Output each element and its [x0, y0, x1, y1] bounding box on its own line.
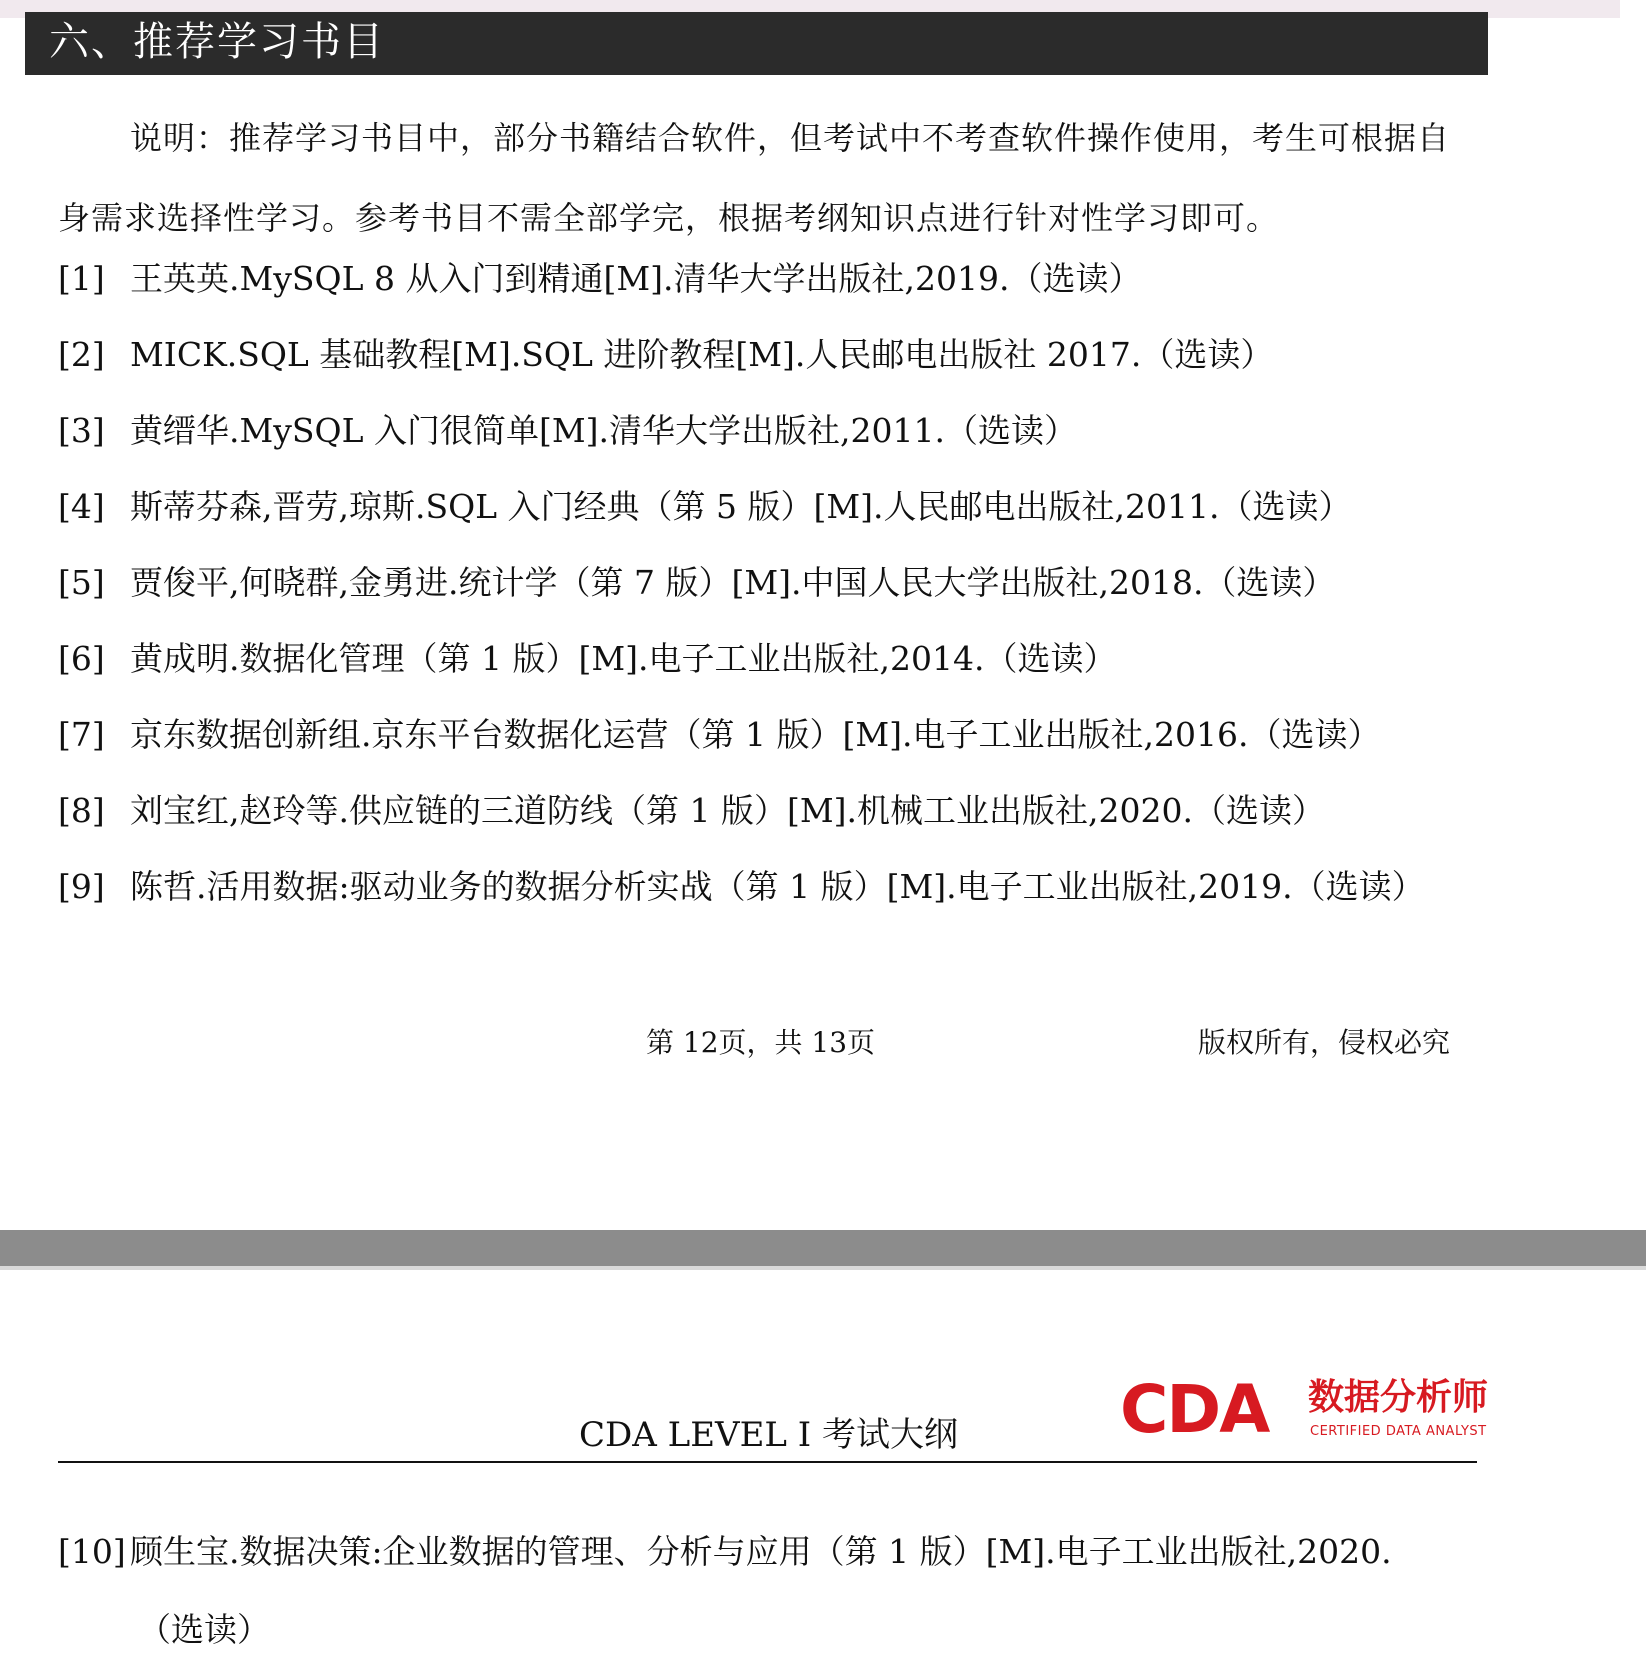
right-gutter — [1620, 0, 1646, 1230]
reference-text: 黄成明.数据化管理（第 1 版）[M].电子工业出版社,2014.（选读） — [130, 639, 1117, 678]
logo-mark: CDA — [1120, 1371, 1269, 1448]
reference-number: [7] — [58, 715, 105, 754]
reference-text: 黄缙华.MySQL 入门很简单[M].清华大学出版社,2011.（选读） — [130, 411, 1077, 450]
reference-text: 顾生宝.数据决策:企业数据的管理、分析与应用（第 1 版）[M].电子工业出版社,2020. — [130, 1532, 1392, 1571]
reference-text: 王英英.MySQL 8 从入门到精通[M].清华大学出版社,2019.（选读） — [130, 259, 1142, 298]
page-separator — [0, 1230, 1646, 1266]
reference-text: 京东数据创新组.京东平台数据化运营（第 1 版）[M].电子工业出版社,2016.（选读） — [130, 715, 1381, 754]
header-rule — [58, 1461, 1477, 1463]
reference-number: [2] — [58, 335, 105, 374]
reference-text: 斯蒂芬森,晋劳,琼斯.SQL 入门经典（第 5 版）[M].人民邮电出版社,2011.（选读） — [130, 487, 1352, 526]
reference-number: [1] — [58, 259, 105, 298]
page-separator-shadow — [0, 1266, 1646, 1270]
reference-number: [3] — [58, 411, 105, 450]
section-header — [25, 12, 1488, 75]
section-title: 六、推荐学习书目 — [49, 19, 385, 65]
reference-text: MICK.SQL 基础教程[M].SQL 进阶教程[M].人民邮电出版社 2017.（选读） — [130, 335, 1274, 374]
running-header-title: CDA LEVEL Ⅰ 考试大纲 — [579, 1415, 959, 1455]
reference-number: [5] — [58, 563, 105, 602]
reference-number: [10] — [58, 1532, 126, 1571]
copyright-notice: 版权所有，侵权必究 — [1198, 1026, 1451, 1059]
intro-paragraph: 说明：推荐学习书目中，部分书籍结合软件，但考试中不考查软件操作使用，考生可根据自身需求选择性学习。参考书目不需全部学完，根据考纲知识点进行针对性学习即可。 — [58, 119, 1451, 237]
reference-number: [4] — [58, 487, 105, 526]
reference-number: [8] — [58, 791, 105, 830]
logo-chinese-text: 数据分析师 — [1308, 1377, 1489, 1418]
page-number: 第 12页，共 13页 — [646, 1026, 876, 1059]
reference-text: 陈哲.活用数据:驱动业务的数据分析实战（第 1 版）[M].电子工业出版社,2019.（选读） — [130, 867, 1425, 906]
reference-text: 贾俊平,何晓群,金勇进.统计学（第 7 版）[M].中国人民大学出版社,2018.（选读） — [130, 563, 1336, 602]
logo-english-text: CERTIFIED DATA ANALYST — [1310, 1424, 1487, 1439]
reference-continuation: （选读） — [138, 1610, 270, 1649]
cda-logo — [1120, 1371, 1490, 1448]
reference-text: 刘宝红,赵玲等.供应链的三道防线（第 1 版）[M].机械工业出版社,2020.（选读） — [130, 791, 1325, 830]
reference-number: [9] — [58, 867, 105, 906]
reference-number: [6] — [58, 639, 105, 678]
